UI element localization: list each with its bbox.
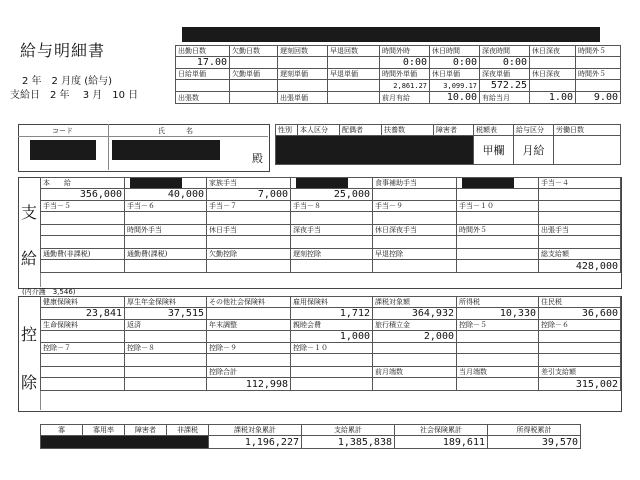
ded-label: 健康保険料 <box>41 297 125 308</box>
ded-label: 差引支給額 <box>539 367 621 378</box>
ded-label: 旅行積立金 <box>373 320 457 331</box>
ded-value: 10,330 <box>457 308 539 320</box>
pay-value <box>539 189 621 201</box>
tax-header: 給与区分 <box>514 125 554 136</box>
cum-value: 189,611 <box>395 436 488 449</box>
name-label: 氏 名 <box>158 127 193 135</box>
att-value <box>230 80 278 92</box>
ded-label: 生命保険料 <box>41 320 125 331</box>
tax-header: 性別 <box>276 125 298 136</box>
pay-label: 出張手当 <box>539 225 621 236</box>
att-value: 17.00 <box>176 57 230 69</box>
net-pay-value: 315,002 <box>539 378 621 391</box>
ded-label: その他社会保険料 <box>207 297 291 308</box>
pay-label: 休日手当 <box>207 225 291 236</box>
ded-label: 控除－９ <box>207 343 291 354</box>
cum-label: 社会保険累計 <box>395 425 488 436</box>
ded-label: 雇用保険料 <box>291 297 373 308</box>
ded-label: 控除－６ <box>539 320 621 331</box>
ded-value <box>207 308 291 320</box>
att-label: 出張単価 <box>278 92 328 104</box>
attendance-row-3 <box>176 92 621 104</box>
pay-value <box>373 189 457 201</box>
pay-value: 25,000 <box>291 189 373 201</box>
cum-value: 1,196,227 <box>209 436 302 449</box>
ded-value: 364,932 <box>373 308 457 320</box>
document-title: 給与明細書 <box>20 41 106 60</box>
tax-info-table <box>275 124 621 165</box>
pay-label: 本 給 <box>41 178 125 189</box>
ded-label: 住民税 <box>539 297 621 308</box>
att-label: 早退回数 <box>328 46 380 57</box>
redacted-name <box>112 140 220 160</box>
care-insurance-note: (内介護 3,546) <box>22 288 76 296</box>
att-value <box>278 57 328 69</box>
ded-value <box>125 331 207 343</box>
deductions-table <box>40 296 621 391</box>
pay-date: 支給日 2 年 3 月 10 日 <box>10 90 139 101</box>
att-label: 前月有給 <box>380 92 430 104</box>
section-pay-1: 支 <box>21 203 38 222</box>
tax-header: 本人区分 <box>298 125 340 136</box>
pay-label: 通勤費(非課税) <box>41 249 125 260</box>
pay-period: 2 年 2 月度 (給与) <box>22 76 113 87</box>
att-label: 出勤日数 <box>176 46 230 57</box>
total-deduction-value: 112,998 <box>207 378 291 391</box>
pay-label <box>457 178 539 189</box>
cum-label: 非課税 <box>167 425 209 436</box>
pay-value: 40,000 <box>125 189 207 201</box>
tax-info-header <box>276 125 621 136</box>
cum-label: 所得税累計 <box>488 425 581 436</box>
pay-label <box>457 249 539 260</box>
pay-label: 休日深夜手当 <box>373 225 457 236</box>
att-value: 9.00 <box>576 92 621 104</box>
redacted-cum <box>41 436 209 449</box>
ded-value: 37,515 <box>125 308 207 320</box>
pay-label <box>539 201 621 212</box>
ded-value: 1,000 <box>291 331 373 343</box>
att-value <box>278 80 328 92</box>
payments-table <box>40 177 621 273</box>
cum-value: 1,385,838 <box>302 436 395 449</box>
code-label: コード <box>52 127 73 135</box>
att-label: 遅刻単価 <box>278 69 328 80</box>
ded-label: 控除－１０ <box>291 343 373 354</box>
attendance-row-2-values <box>176 80 621 92</box>
section-ded-1: 控 <box>21 325 38 344</box>
att-value: 1.00 <box>530 92 576 104</box>
att-label: 日給単価 <box>176 69 230 80</box>
att-label: 深夜単価 <box>480 69 530 80</box>
gross-pay-value: 428,000 <box>539 260 621 273</box>
pay-label: 家族手当 <box>207 178 291 189</box>
att-value <box>530 57 576 69</box>
att-label: 出張数 <box>176 92 230 104</box>
pay-label: 手当－７ <box>207 201 291 212</box>
pay-label: 欠勤控除 <box>207 249 291 260</box>
work-days-value <box>554 136 621 165</box>
pay-value <box>457 189 539 201</box>
cum-value: 39,570 <box>488 436 581 449</box>
pay-value: 356,000 <box>41 189 125 201</box>
pay-label: 通勤費(課税) <box>125 249 207 260</box>
ded-label <box>125 367 207 378</box>
ded-value: 1,712 <box>291 308 373 320</box>
att-label: 欠勤単価 <box>230 69 278 80</box>
redacted-code <box>30 140 96 160</box>
ded-label <box>41 367 125 378</box>
tax-header: 税額表 <box>474 125 514 136</box>
att-label: 有給当月 <box>480 92 530 104</box>
ded-label: 所得税 <box>457 297 539 308</box>
att-label: 早退単価 <box>328 69 380 80</box>
att-label: 時間外時 <box>380 46 430 57</box>
ded-label: 控除－８ <box>125 343 207 354</box>
tax-table-value: 甲欄 <box>474 136 514 165</box>
pay-label: 総支給額 <box>539 249 621 260</box>
att-label: 時間外５ <box>576 46 621 57</box>
pay-label: 手当－５ <box>41 201 125 212</box>
ded-value: 36,600 <box>539 308 621 320</box>
ded-label: 控除－５ <box>457 320 539 331</box>
tax-header: 配偶者 <box>340 125 382 136</box>
pay-label: 手当－６ <box>125 201 207 212</box>
pay-label: 時間外５ <box>457 225 539 236</box>
pay-label: 手当－４ <box>539 178 621 189</box>
att-value: 572.25 <box>480 80 530 92</box>
ded-value: 2,000 <box>373 331 457 343</box>
ded-value <box>207 331 291 343</box>
att-value: 3,099.17 <box>430 80 480 92</box>
att-value <box>576 80 621 92</box>
pay-label: 手当－８ <box>291 201 373 212</box>
att-value <box>328 57 380 69</box>
ded-label: 年末調整 <box>207 320 291 331</box>
honorific: 殿 <box>252 152 263 165</box>
pay-label: 早退控除 <box>373 249 457 260</box>
section-ded-2: 除 <box>21 373 38 392</box>
ded-value <box>41 331 125 343</box>
att-value: 0:00 <box>480 57 530 69</box>
cum-label: 寡用率 <box>83 425 125 436</box>
ded-label: 親睦会費 <box>291 320 373 331</box>
cumulative-table <box>40 424 581 449</box>
att-label: 時間外５ <box>576 69 621 80</box>
pay-label: 時間外手当 <box>125 225 207 236</box>
pay-label <box>291 178 373 189</box>
pay-label <box>41 225 125 236</box>
pay-label: 食事補助手当 <box>373 178 457 189</box>
ded-label: 控除合計 <box>207 367 291 378</box>
redacted-status <box>276 136 474 165</box>
redacted-company <box>182 27 600 42</box>
pay-label: 遅刻控除 <box>291 249 373 260</box>
att-label <box>328 92 380 104</box>
att-value: 0:00 <box>430 57 480 69</box>
pay-label: 深夜手当 <box>291 225 373 236</box>
ded-label <box>373 343 457 354</box>
att-label: 休日単価 <box>430 69 480 80</box>
att-label: 深夜時間 <box>480 46 530 57</box>
att-label: 休日深夜 <box>530 69 576 80</box>
att-value <box>230 57 278 69</box>
att-label: 遅刻回数 <box>278 46 328 57</box>
ded-label: 当月端数 <box>457 367 539 378</box>
ded-label: 厚生年金保険料 <box>125 297 207 308</box>
attendance-row-1-labels <box>176 46 621 57</box>
attendance-table <box>175 45 621 104</box>
att-value <box>576 57 621 69</box>
ded-label: 返済 <box>125 320 207 331</box>
attendance-row-1-values <box>176 57 621 69</box>
tax-header: 労働日数 <box>554 125 621 136</box>
pay-label <box>125 178 207 189</box>
pay-value: 7,000 <box>207 189 291 201</box>
ded-label <box>457 343 539 354</box>
cum-label: 寡 <box>41 425 83 436</box>
ded-label: 前月端数 <box>373 367 457 378</box>
att-value: 2,861.27 <box>380 80 430 92</box>
pay-label: 手当－９ <box>373 201 457 212</box>
cum-label: 障害者 <box>125 425 167 436</box>
attendance-row-2-labels <box>176 69 621 80</box>
att-label <box>230 92 278 104</box>
pay-type-value: 月給 <box>514 136 554 165</box>
tax-header: 扶養数 <box>382 125 434 136</box>
cum-label: 課税対象累計 <box>209 425 302 436</box>
att-label: 休日時間 <box>430 46 480 57</box>
ded-label: 課税対象額 <box>373 297 457 308</box>
section-pay-2: 給 <box>21 249 38 268</box>
ded-value <box>457 331 539 343</box>
att-label: 欠勤日数 <box>230 46 278 57</box>
ded-label <box>291 367 373 378</box>
pay-label: 手当－１０ <box>457 201 539 212</box>
att-value: 0:00 <box>380 57 430 69</box>
tax-header: 障害者 <box>434 125 474 136</box>
cum-label: 支給累計 <box>302 425 395 436</box>
att-value <box>328 80 380 92</box>
ded-label <box>539 343 621 354</box>
att-value: 10.00 <box>430 92 480 104</box>
att-value <box>176 80 230 92</box>
ded-label: 控除－７ <box>41 343 125 354</box>
att-label: 休日深夜 <box>530 46 576 57</box>
ded-value: 23,841 <box>41 308 125 320</box>
att-value <box>530 80 576 92</box>
ded-value <box>539 331 621 343</box>
att-label: 時間外単価 <box>380 69 430 80</box>
